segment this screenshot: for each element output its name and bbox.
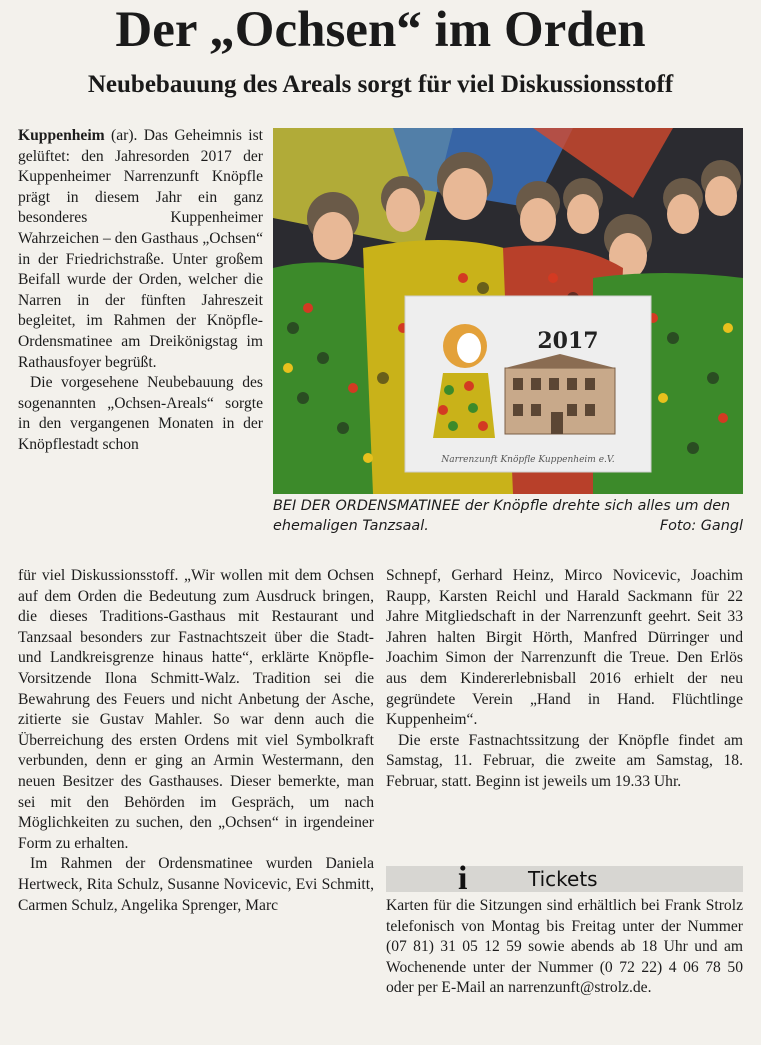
- photo-illustration: [273, 128, 743, 494]
- paragraph-areal: Die vorgesehene Neubebauung des sogenannten „Ochsen-Areals“ sorgte in den vergangenen Monaten in der Knöpflestadt schon: [18, 374, 263, 453]
- photo-caption: [273, 496, 743, 536]
- photo-credit: Foto: Gangl: [659, 518, 743, 534]
- subheadline: Neubebauung des Areals sorgt für viel Diskussionsstoff: [87, 71, 674, 98]
- tickets-info-text: [386, 896, 743, 999]
- dateline: Kuppenheim: [18, 127, 105, 144]
- headline: Der „Ochsen“ im Orden: [115, 2, 646, 58]
- paragraph-schedule: Die erste Fastnachtssitzung der Knöpfle findet am Samstag, 11. Februar, die zweite am Samstag, 18. Februar, statt. Beginn ist jeweils um 19.33 Uhr.: [386, 731, 743, 790]
- text-column-right: [386, 566, 743, 793]
- tickets-title: Tickets: [528, 867, 598, 891]
- tickets-body: Karten für die Sitzungen sind erhältlich bei Frank Strolz telefonisch von Montag bis Freitag unter der Nummer (07 81) 31 05 12 59 sowie abends ab 18 Uhr und am Wochenende unter der Nummer (0 72 22) 4 06 78 50 oder per E-Mail an narrenzunft@strolz.de.: [386, 897, 743, 997]
- article-photo: [273, 128, 743, 494]
- sign-year: 2017: [537, 328, 599, 354]
- paragraph-quote: für viel Diskussionsstoff. „Wir wollen mit dem Ochsen auf dem Orden die Bedeutung zum Ausdruck bringen, die dieses Traditions-Gasthaus mit Restaurant und Tanzsaal besonders zur Fastnachtszeit über die Stadt- und Landkreisgrenze hinaus hatte“, erklärte Knöpfle-Vorsitzende Ilona Schmitt-Walz. Tradition sei die Bewahrung des Feuers und nicht Anbetung der Asche, zitierte sie Gustav Mahler. So war denn auch die Überreichung des ersten Ordens mit viel Symbolkraft verbunden, denn er ging an Armin Westermann, den neuen Besitzer des Gasthauses. Dieser bemerkte, man sei mit den Behörden im Gespräch, um nach Möglichkeiten zu suchen, den „Ochsen“ in irgendeiner Form zu erhalten.: [18, 567, 374, 852]
- intro-text: (ar). Das Geheimnis ist gelüftet: den Jahresorden 2017 der Kuppenheimer Narrenzunft Knöpfle prägt in diesem Jahr ein ganz besonderes Kuppenheimer Wahrzeichen – den Gasthaus „Ochsen“ in der Friedrichstraße. Unter großem Beifall wurde der Orden, welcher die Narren in der fünften Jahreszeit begleitet, im Rahmen der Knöpfle-Ordensmatinee am Dreikönigstag im Rathausfoyer begrüßt.: [18, 127, 263, 371]
- caption-lead: BEI DER ORDENSMATINEE: [273, 498, 461, 514]
- info-icon: i: [458, 860, 468, 897]
- paragraph-honors: Im Rahmen der Ordensmatinee wurden Daniela Hertweck, Rita Schulz, Susanne Novicevic, Evi Schmitt, Carmen Schulz, Angelika Sprenger, Marc: [18, 855, 374, 914]
- text-column-left-bottom: [18, 566, 374, 916]
- text-column-left-top: [18, 126, 263, 456]
- paragraph-honors-continued: Schnepf, Gerhard Heinz, Mirco Novicevic, Joachim Raupp, Karsten Reichl und Harald Sackmann für 22 Jahre Mitgliedschaft in der Narrenzunft geehrt. Seit 33 Jahren halten Birgit Hörth, Manfred Dürringer und Joachim Simon der Narrenzunft die Treue. Den Erlös aus dem Kindererlebnisball 2016 erhielt der neu gegründete Verein „Hand in Hand. Flüchtlinge Kuppenheim“.: [386, 567, 743, 729]
- caption-text: der Knöpfle drehte sich alles um den ehemaligen Tanzsaal.: [273, 498, 731, 534]
- tickets-info-box-header: [386, 860, 743, 897]
- sign-text: Narrenzunft Knöpfle Kuppenheim e.V.: [441, 455, 615, 465]
- paragraph-intro: [18, 126, 263, 373]
